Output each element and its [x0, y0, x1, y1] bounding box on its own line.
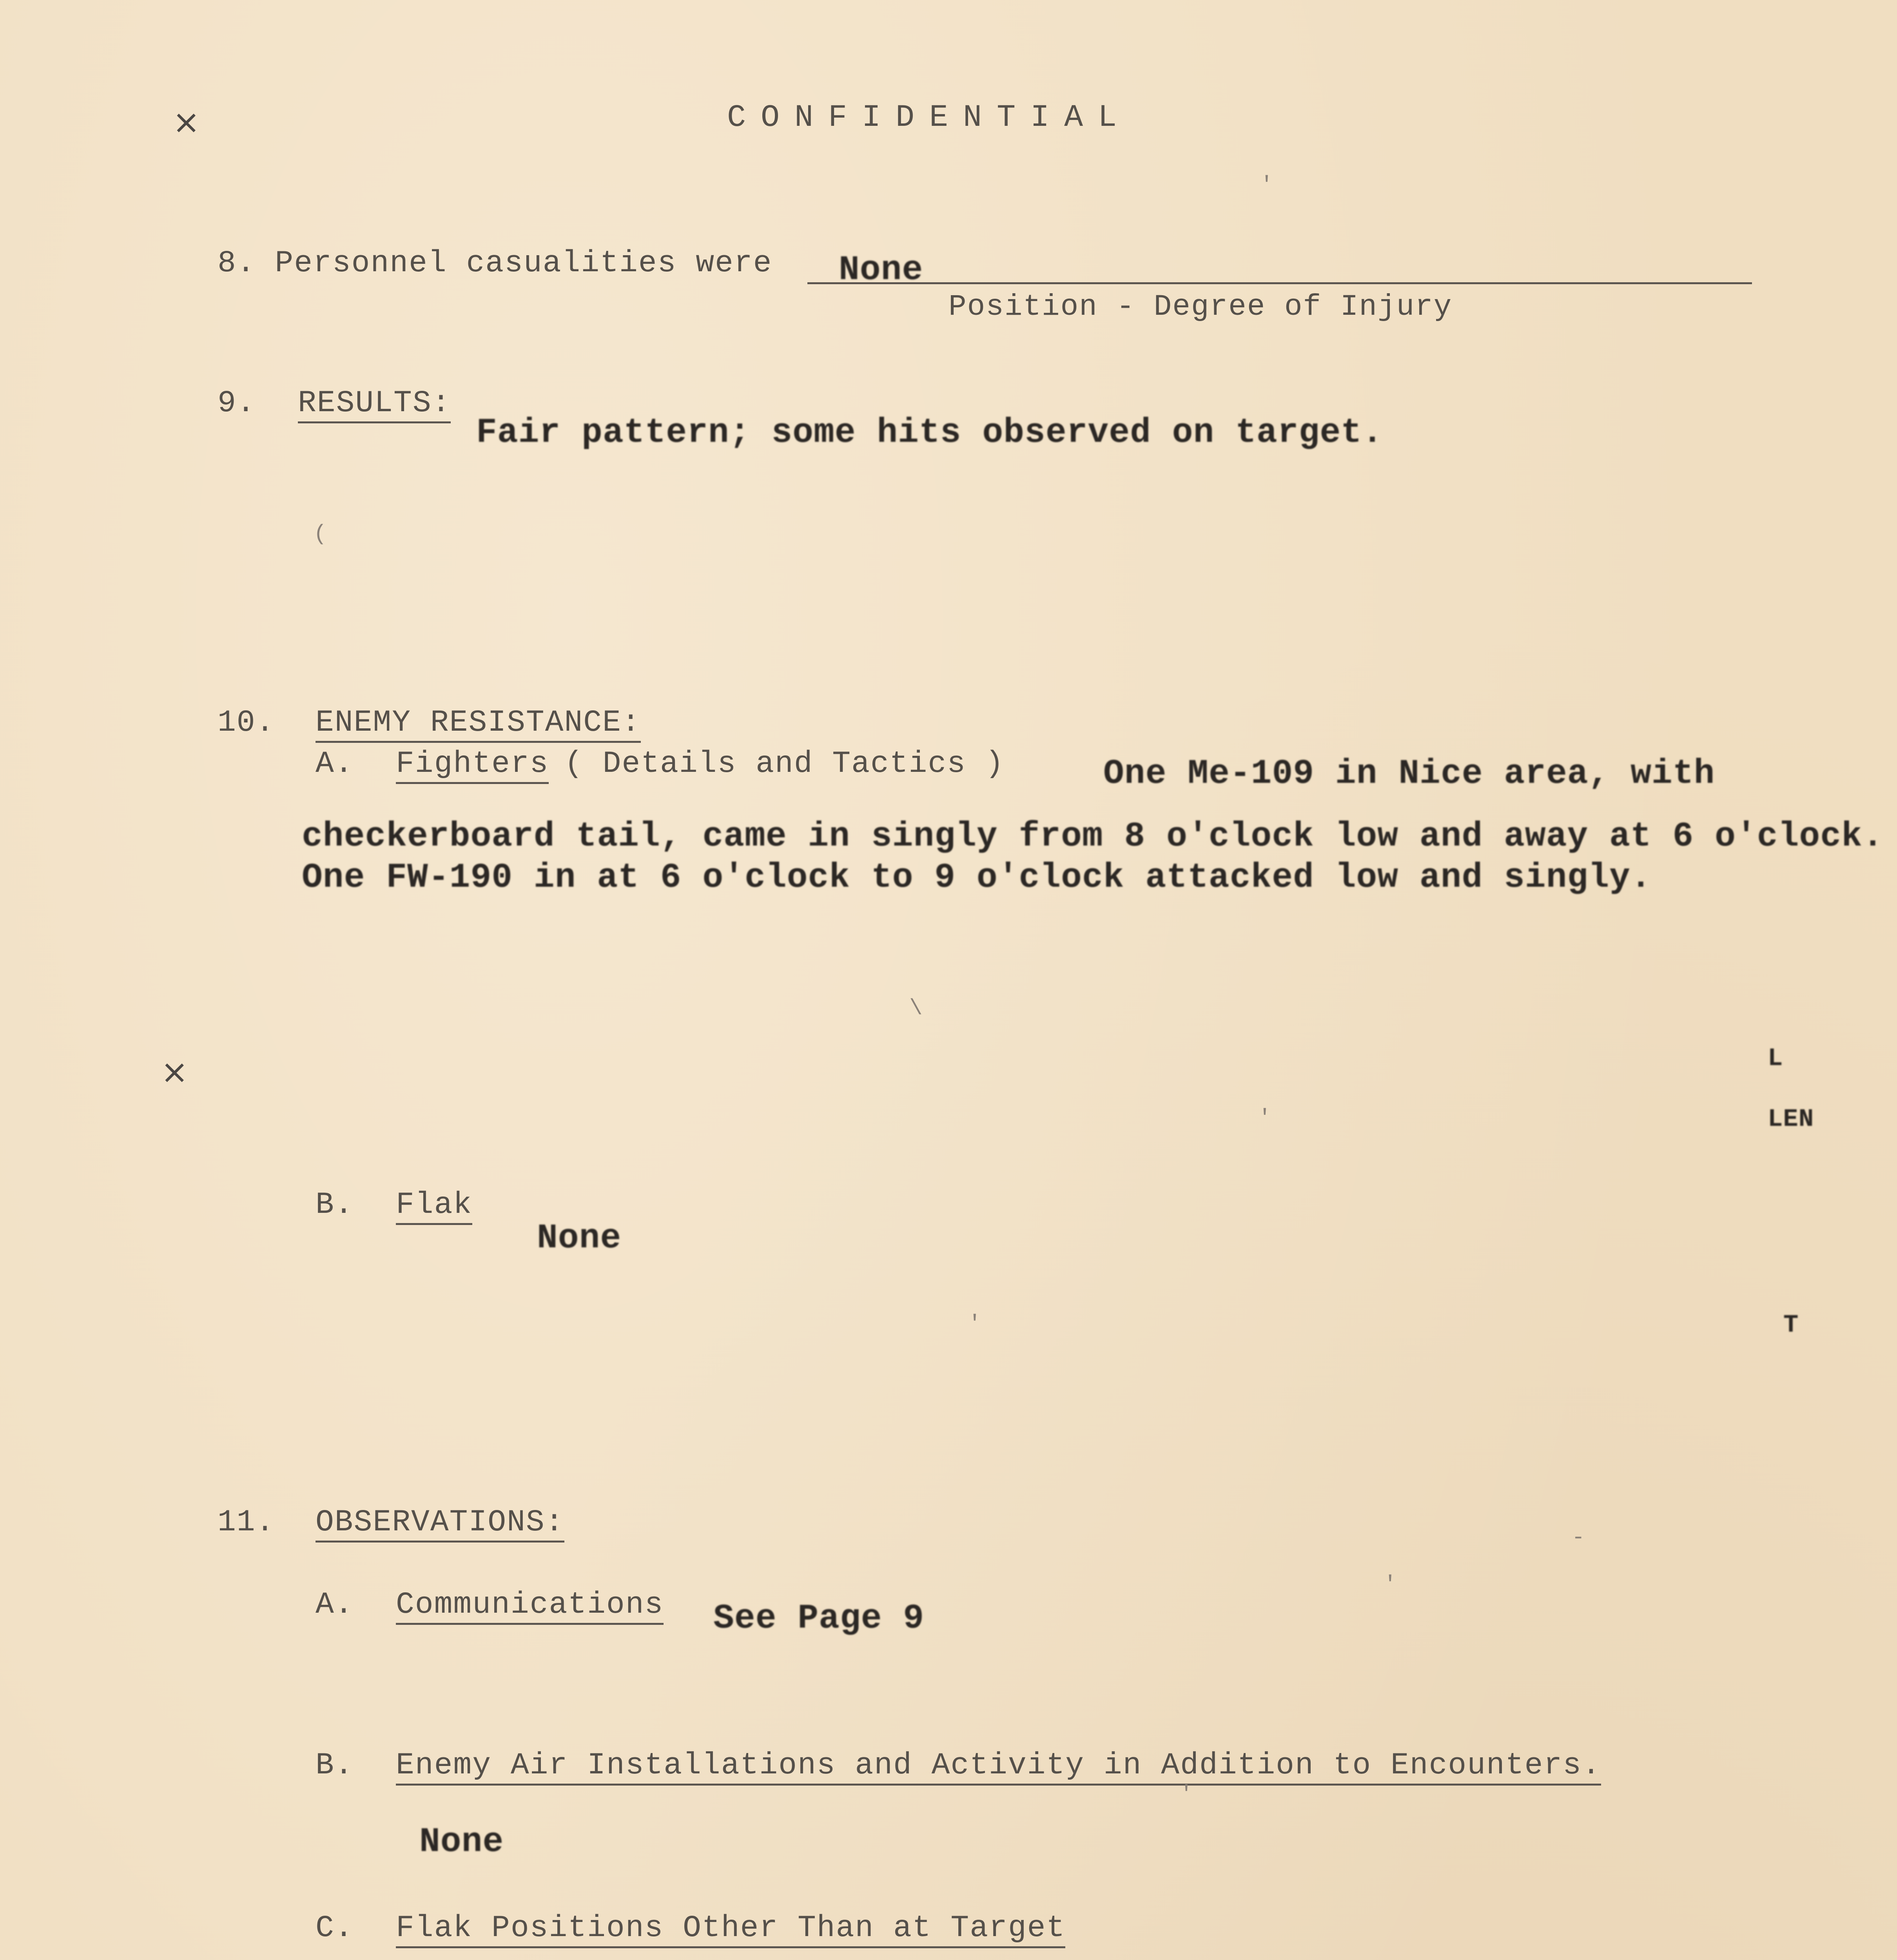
casualties-subcaption: Position - Degree of Injury	[948, 290, 1453, 324]
casualties-underline	[807, 282, 1752, 284]
paper-speck: '	[1260, 172, 1273, 198]
fighters-line-2: checkerboard tail, came in singly from 8 o'clock low and away at 6 o'clock.	[302, 817, 1884, 856]
communications-value: See Page 9	[713, 1599, 925, 1638]
fighters-line-1: One Me-109 in Nice area, with	[1103, 755, 1715, 793]
margin-mark: LEN	[1768, 1105, 1814, 1134]
casualties-value: None	[839, 251, 923, 290]
flak-value: None	[537, 1219, 622, 1258]
flak-prefix: B.	[316, 1188, 354, 1222]
paper-speck: '	[1384, 1572, 1397, 1597]
enemy-resistance-label: ENEMY RESISTANCE:	[316, 706, 641, 743]
fighters-line-3: One FW-190 in at 6 o'clock to 9 o'clock attacked low and singly.	[302, 858, 1652, 897]
margin-mark: L	[1768, 1045, 1783, 1073]
paper-speck: \	[909, 996, 923, 1021]
check-mark-icon: ×	[161, 1053, 189, 1091]
results-label: RESULTS:	[298, 386, 451, 423]
observations-number: 11.	[218, 1505, 275, 1540]
communications-prefix: A.	[316, 1588, 354, 1622]
flak-positions-label: Flak Positions Other Than at Target	[396, 1911, 1065, 1948]
casualties-label: 8. Personnel casualities were	[218, 246, 773, 281]
check-mark-icon: ×	[172, 103, 200, 141]
results-text: Fair pattern; some hits observed on target.	[476, 414, 1383, 452]
flak-positions-prefix: C.	[316, 1911, 354, 1945]
air-installations-label: Enemy Air Installations and Activity in Addition to Encounters.	[396, 1748, 1601, 1786]
flak-label: Flak	[396, 1188, 472, 1225]
paper-speck: (	[314, 521, 327, 546]
observations-label: OBSERVATIONS:	[316, 1505, 564, 1543]
air-installations-prefix: B.	[316, 1748, 354, 1783]
paper-speck: '	[1180, 1782, 1193, 1807]
fighters-label: Fighters	[396, 747, 549, 784]
fighters-prefix: A.	[316, 747, 354, 781]
paper-speck: '	[968, 1311, 981, 1336]
enemy-resistance-number: 10.	[218, 706, 275, 740]
margin-mark: T	[1783, 1311, 1799, 1339]
communications-label: Communications	[396, 1588, 664, 1625]
air-installations-value: None	[419, 1823, 504, 1862]
confidential-header: CONFIDENTIAL	[727, 100, 1132, 136]
paper-speck: '	[1258, 1105, 1271, 1131]
paper-speck: -	[1572, 1525, 1585, 1550]
fighters-caption: ( Details and Tactics )	[564, 747, 1005, 781]
results-number: 9.	[218, 386, 256, 421]
